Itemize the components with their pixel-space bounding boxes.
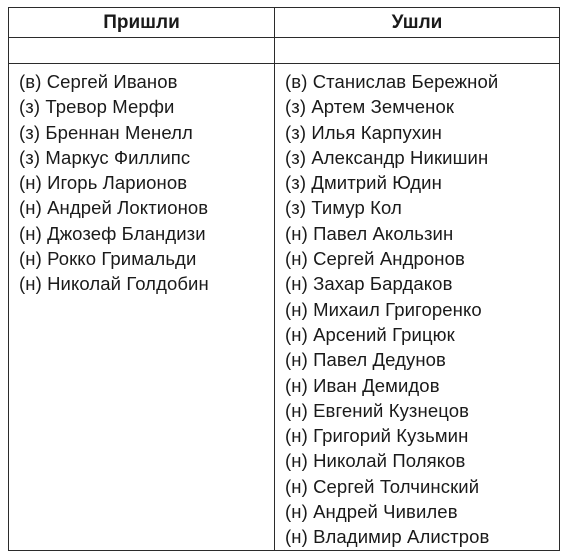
player-entry: (н) Николай Поляков [285,450,466,472]
player-entry: (в) Станислав Бережной [285,71,499,92]
player-entry: (н) Владимир Алистров [285,526,490,548]
empty-row [9,38,560,64]
player-entry: (н) Рокко Гримальди [19,248,197,270]
empty-cell-departed [275,38,560,64]
player-entry: (з) Маркус Филлипс [19,146,191,168]
player-entry: (н) Николай Голдобин [19,273,209,295]
player-entry: (з) Дмитрий Юдин [285,172,442,194]
player-entry: (н) Иван Демидов [285,374,440,396]
header-row [9,8,560,38]
player-entry: (н) Арсений Грицюк [285,323,455,345]
player-entry: (н) Григорий Кузьмин [285,425,469,447]
player-entry: (з) Илья Карпухин [285,121,442,143]
departed-cell [275,64,560,551]
roster-changes-table [8,7,560,551]
departed-list [275,64,559,550]
arrived-header: Пришли [9,8,275,38]
player-entry: (н) Сергей Толчинский [285,475,480,497]
player-entry: (з) Тимур Кол [285,197,402,219]
arrived-list [9,64,274,297]
player-entry: (н) Андрей Локтионов [19,197,209,219]
departed-header: Ушли [275,8,560,38]
player-entry: (в) Сергей Иванов [19,71,178,92]
empty-cell-arrived [9,38,275,64]
player-entry: (н) Евгений Кузнецов [285,399,470,421]
player-entry: (н) Павел Дедунов [285,349,446,371]
player-entry: (з) Артем Земченок [285,96,455,118]
player-entry: (н) Захар Бардаков [285,273,453,295]
player-entry: (н) Андрей Чивилев [285,501,458,523]
player-entry: (н) Джозеф Бландизи [19,222,206,244]
player-entry: (з) Тревор Мерфи [19,96,175,118]
arrived-cell [9,64,275,551]
player-entry: (н) Сергей Андронов [285,248,465,270]
players-row [9,64,560,551]
player-entry: (н) Павел Акользин [285,222,454,244]
player-entry: (з) Бреннан Менелл [19,121,193,143]
player-entry: (н) Игорь Ларионов [19,172,188,194]
player-entry: (з) Александр Никишин [285,146,489,168]
player-entry: (н) Михаил Григоренко [285,298,482,320]
